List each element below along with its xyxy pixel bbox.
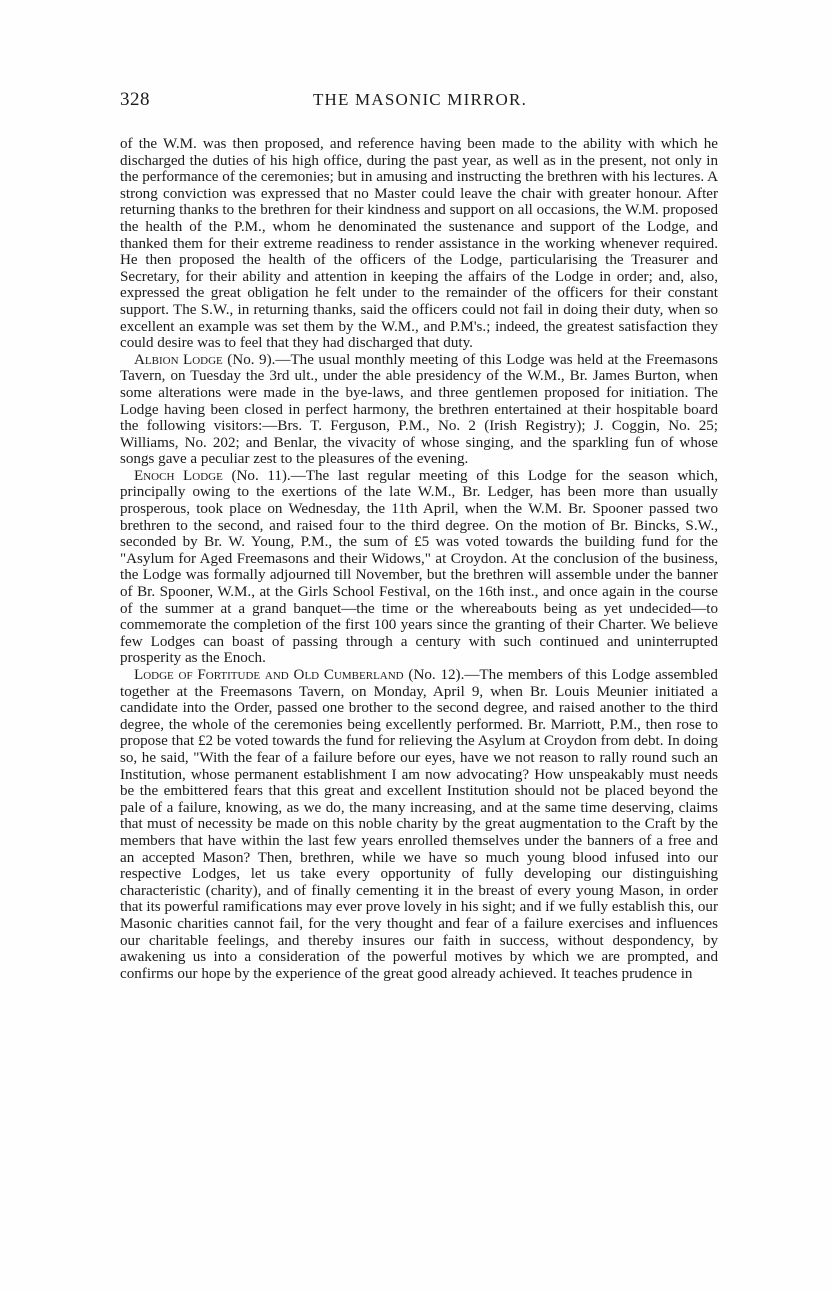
lodge-name: Albion Lodge (134, 351, 223, 368)
paragraph-enoch-lodge (120, 468, 718, 667)
paragraph-text: (No. 9).—The usual monthly meeting of this Lodge was held at the Freemasons Tavern, on Tuesday the 3rd ult., under the able presidency of the W.M., Br. James Burton, when some alterations were made in the bye-laws, and three gentlemen proposed for initiation. The Lodge having been closed in perfect harmony, the brethren entertained at their hospitable board the following visitors:—Brs. T. Ferguson, P.M., No. 2 (Irish Registry); J. Coggin, No. 25; Williams, No. 202; and Benlar, the vivacity of whose singing, and the sparkling fun of whose songs gave a peculiar zest to the pleasures of the evening. (120, 351, 718, 468)
running-head (120, 89, 720, 113)
paragraph-continuation (120, 136, 718, 352)
paragraph-albion-lodge (120, 352, 718, 468)
paragraph-fortitude-lodge (120, 667, 718, 982)
paragraph-text: of the W.M. was then proposed, and reference having been made to the ability with which he discharged the duties of his high office, during the past year, as well as in the present, not only in the performance of the ceremonies; but in amusing and instructing the brethren with his lectures. A strong conviction was expressed that no Master could leave the chair with greater honour. After returning thanks to the brethren for their kindness and support on all occasions, the W.M. proposed the health of the P.M., whom he denominated the sustenance and support of the Lodge, and thanked them for their extreme readiness to render assistance in the working whenever required. He then proposed the health of the officers of the Lodge, particularising the Treasurer and Secretary, for their ability and attention in keeping the affairs of the Lodge in order; and, also, expressed the great obligation he felt under to the remainder of the officers for their constant support. The S.W., in returning thanks, said the officers could not fail in doing their duty, when so excellent an example was set them by the W.M., and P.M's.; indeed, the greatest satisfaction they could desire was to feel that they had discharged that duty. (120, 136, 718, 352)
page-number: 328 (120, 89, 150, 110)
paragraph-text: (No. 12).—The members of this Lodge assembled together at the Freemasons Tavern, on Monday, April 9, when Br. Louis Meunier initiated a candidate into the Order, passed one brother to the second degree, and raised another to the third degree, the whole of the ceremonies being excellently performed. Br. Marriott, P.M., then rose to propose that £2 be voted towards the fund for relieving the Asylum at Croydon from debt. In doing so, he said, "With the fear of a failure before our eyes, have we not reason to rally round such an Institution, whose permanent establishment I am now advocating? How unspeakably must needs be the embittered fears that this great and excellent Institution should not be placed beyond the pale of a failure, knowing, as we do, the many increasing, and at the same time deserving, claims that must of necessity be made on this noble charity by the great augmentation to the Craft by the members that have within the last few years enrolled themselves under the banners of a free and an accepted Mason? Then, brethren, while we have so much young blood infused into our respective Lodges, let us take every opportunity of fully developing our distinguishing characteristic (charity), and of finally cementing it in the breast of every young Mason, in order that its powerful ramifications may ever prove lovely in his sight; and if we fully establish this, our Masonic charities cannot fail, for the very thought and fear of a failure exercises and influences our charitable feelings, and thereby insures our faith in success, without despondency, by awakening us into a consideration of the powerful motives by which we are prompted, and confirms our hope by the experience of the great good already achieved. It teaches prudence in (120, 667, 718, 982)
lodge-name: Enoch Lodge (134, 467, 223, 484)
paragraph-text: (No. 11).—The last regular meeting of this Lodge for the season which, principally owing to the exertions of the late W.M., Br. Ledger, has been more than usually prosperous, took place on Wednesday, the 11th April, when the W.M. Br. Spooner passed two brethren to the second, and raised four to the third degree. On the motion of Br. Bincks, S.W., seconded by Br. W. Young, P.M., the sum of £5 was voted towards the building fund for the "Asylum for Aged Freemasons and their Widows," at Croydon. At the conclusion of the business, the Lodge was formally adjourned till November, but the brethren will assemble under the banner of Br. Spooner, W.M., at the Girls School Festival, on the 16th inst., and once again in the course of the summer at a grand banquet—the time or the whereabouts being as yet undecided—to commemorate the completion of the first 100 years since the granting of their Charter. We believe few Lodges can boast of passing through a century with such continued and uninterrupted prosperity as the Enoch. (120, 467, 718, 667)
lodge-name: Lodge of Fortitude and Old Cumberland (134, 667, 404, 683)
journal-title: THE MASONIC MIRROR. (312, 90, 528, 109)
article-body (120, 136, 718, 982)
